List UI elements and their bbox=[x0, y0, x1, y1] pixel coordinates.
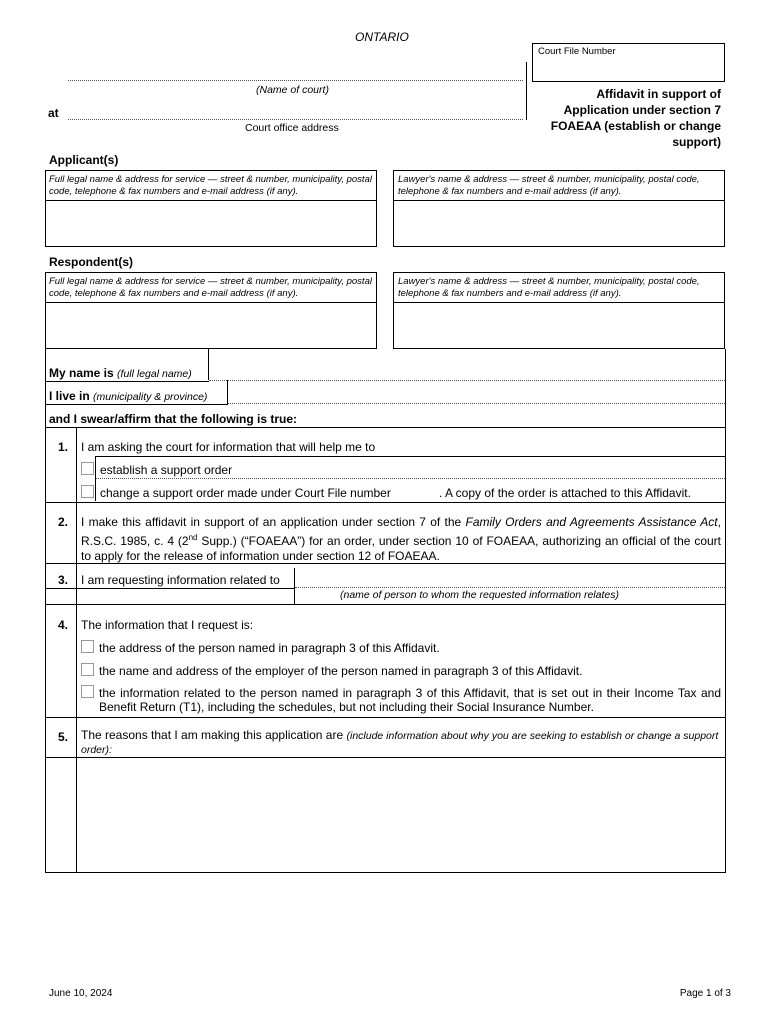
form-bottom-border bbox=[45, 872, 726, 873]
divider bbox=[96, 478, 725, 479]
live-in-hint: (municipality & province) bbox=[93, 391, 208, 403]
paragraph-5-number: 5. bbox=[57, 730, 68, 744]
respondents-heading: Respondent(s) bbox=[49, 255, 133, 269]
act-name: Family Orders and Agreements Assistance Act bbox=[465, 515, 718, 529]
respondent-lawyer-box[interactable] bbox=[393, 272, 725, 349]
change-support-prefix: change a support order made under Court File number bbox=[100, 486, 391, 500]
reasons-field[interactable] bbox=[82, 762, 720, 868]
court-office-address-line[interactable] bbox=[68, 119, 523, 120]
live-in-label: I live in bbox=[49, 389, 90, 403]
paragraph-3-number: 3. bbox=[57, 573, 68, 587]
divider bbox=[45, 502, 726, 503]
name-of-court-label: (Name of court) bbox=[256, 84, 329, 96]
divider bbox=[95, 456, 726, 457]
divider bbox=[45, 404, 228, 405]
tax-info-label: the information related to the person named in paragraph 3 of this Affidavit, that is set out in their Income Tax and Benefit Return (T1), including the schedules, but not including their Social Insurance Number. bbox=[99, 686, 721, 714]
respondent-party-box[interactable] bbox=[45, 272, 377, 349]
divider bbox=[45, 604, 726, 605]
respondent-party-label: Full legal name & address for service — street & number, municipality, postal code, telephone & fax numbers and e-mail address (if any). bbox=[49, 276, 372, 299]
paragraph-2-text-c: Supp.) (“FOAEAA”) for an order, under section 10 of FOAEAA, authorizing an official of the court to apply for the release of information under section 12 of FOAEAA. bbox=[81, 534, 721, 563]
divider bbox=[45, 563, 726, 564]
paragraph-5-text bbox=[81, 729, 721, 757]
applicant-party-box[interactable] bbox=[45, 170, 377, 247]
court-file-number-box[interactable] bbox=[532, 43, 725, 82]
form-title bbox=[521, 86, 721, 150]
divider bbox=[394, 200, 724, 201]
employer-info-label: the name and address of the employer of the person named in paragraph 3 of this Affidavit. bbox=[99, 664, 583, 678]
form-title-line: FOAEAA (establish or change bbox=[550, 119, 721, 133]
paragraph-1-number: 1. bbox=[57, 440, 68, 454]
superscript: nd bbox=[188, 533, 198, 542]
live-in-row bbox=[49, 389, 207, 403]
requested-person-field[interactable] bbox=[300, 570, 720, 586]
court-file-number-field[interactable] bbox=[406, 484, 438, 500]
paragraph-5-lead: The reasons that I am making this application are bbox=[81, 728, 344, 742]
tax-info-checkbox[interactable] bbox=[81, 685, 94, 698]
establish-support-label: establish a support order bbox=[100, 463, 233, 477]
applicant-lawyer-box[interactable] bbox=[393, 170, 725, 247]
my-name-row bbox=[49, 366, 192, 380]
footer-date: June 10, 2024 bbox=[49, 988, 113, 999]
live-in-field[interactable] bbox=[233, 385, 719, 401]
paragraph-2-text bbox=[81, 515, 721, 564]
divider bbox=[46, 302, 376, 303]
address-info-checkbox[interactable] bbox=[81, 640, 94, 653]
divider bbox=[227, 380, 228, 404]
paragraph-5-hint: (include information about why you are seeking to establish or change a support order): bbox=[81, 730, 719, 756]
divider bbox=[45, 757, 726, 758]
name-of-court-line[interactable] bbox=[68, 80, 523, 81]
paragraph-3-field-line bbox=[295, 587, 725, 588]
my-name-field-line bbox=[209, 380, 725, 381]
divider bbox=[294, 568, 295, 604]
divider bbox=[45, 427, 726, 428]
change-support-label bbox=[100, 486, 391, 500]
live-in-field-line bbox=[228, 403, 725, 404]
respondent-lawyer-label: Lawyer's name & address — street & number, municipality, postal code, telephone & fax numbers and e-mail address (if any). bbox=[398, 276, 700, 299]
my-name-field[interactable] bbox=[214, 362, 719, 378]
paragraph-3-text: I am requesting information related to bbox=[81, 573, 280, 587]
paragraph-1-text: I am asking the court for information that will help me to bbox=[81, 440, 376, 454]
divider bbox=[208, 349, 209, 380]
paragraph-4-number: 4. bbox=[57, 618, 68, 632]
applicant-party-label: Full legal name & address for service — street & number, municipality, postal code, telephone & fax numbers and e-mail address (if any). bbox=[49, 174, 372, 197]
form-title-line: Affidavit in support of bbox=[596, 87, 721, 101]
at-label: at bbox=[48, 106, 59, 120]
change-support-checkbox[interactable] bbox=[81, 485, 94, 498]
divider bbox=[394, 302, 724, 303]
divider bbox=[45, 717, 726, 718]
paragraph-4-text: The information that I request is: bbox=[81, 618, 254, 632]
number-column-divider bbox=[76, 427, 77, 873]
address-info-label: the address of the person named in paragraph 3 of this Affidavit. bbox=[99, 641, 440, 655]
divider bbox=[45, 588, 295, 589]
swear-affirm-line: and I swear/affirm that the following is true: bbox=[49, 412, 298, 426]
form-title-line: Application under section 7 bbox=[563, 103, 721, 117]
paragraph-2-text-a: I make this affidavit in support of an application under section 7 of the bbox=[81, 515, 462, 529]
page-number: Page 1 of 3 bbox=[679, 988, 731, 999]
court-office-address-label: Court office address bbox=[245, 122, 339, 134]
paragraph-2-number: 2. bbox=[57, 515, 68, 529]
applicant-lawyer-label: Lawyer's name & address — street & number, municipality, postal code, telephone & fax numbers and e-mail address (if any). bbox=[398, 174, 700, 197]
applicants-heading: Applicant(s) bbox=[49, 153, 119, 167]
establish-support-checkbox[interactable] bbox=[81, 462, 94, 475]
my-name-label: My name is bbox=[49, 366, 114, 380]
divider bbox=[45, 381, 209, 382]
paragraph-2-text-b: , R.S.C. 1985, c. 4 (2 bbox=[81, 515, 721, 548]
jurisdiction-title: ONTARIO bbox=[355, 30, 409, 44]
my-name-hint: (full legal name) bbox=[117, 368, 192, 380]
form-title-line: support) bbox=[672, 135, 721, 149]
change-support-suffix: . A copy of the order is attached to this Affidavit. bbox=[439, 486, 691, 500]
employer-info-checkbox[interactable] bbox=[81, 663, 94, 676]
divider bbox=[46, 200, 376, 201]
court-file-number-label: Court File Number bbox=[538, 46, 616, 57]
paragraph-3-hint: (name of person to whom the requested information relates) bbox=[340, 589, 619, 601]
